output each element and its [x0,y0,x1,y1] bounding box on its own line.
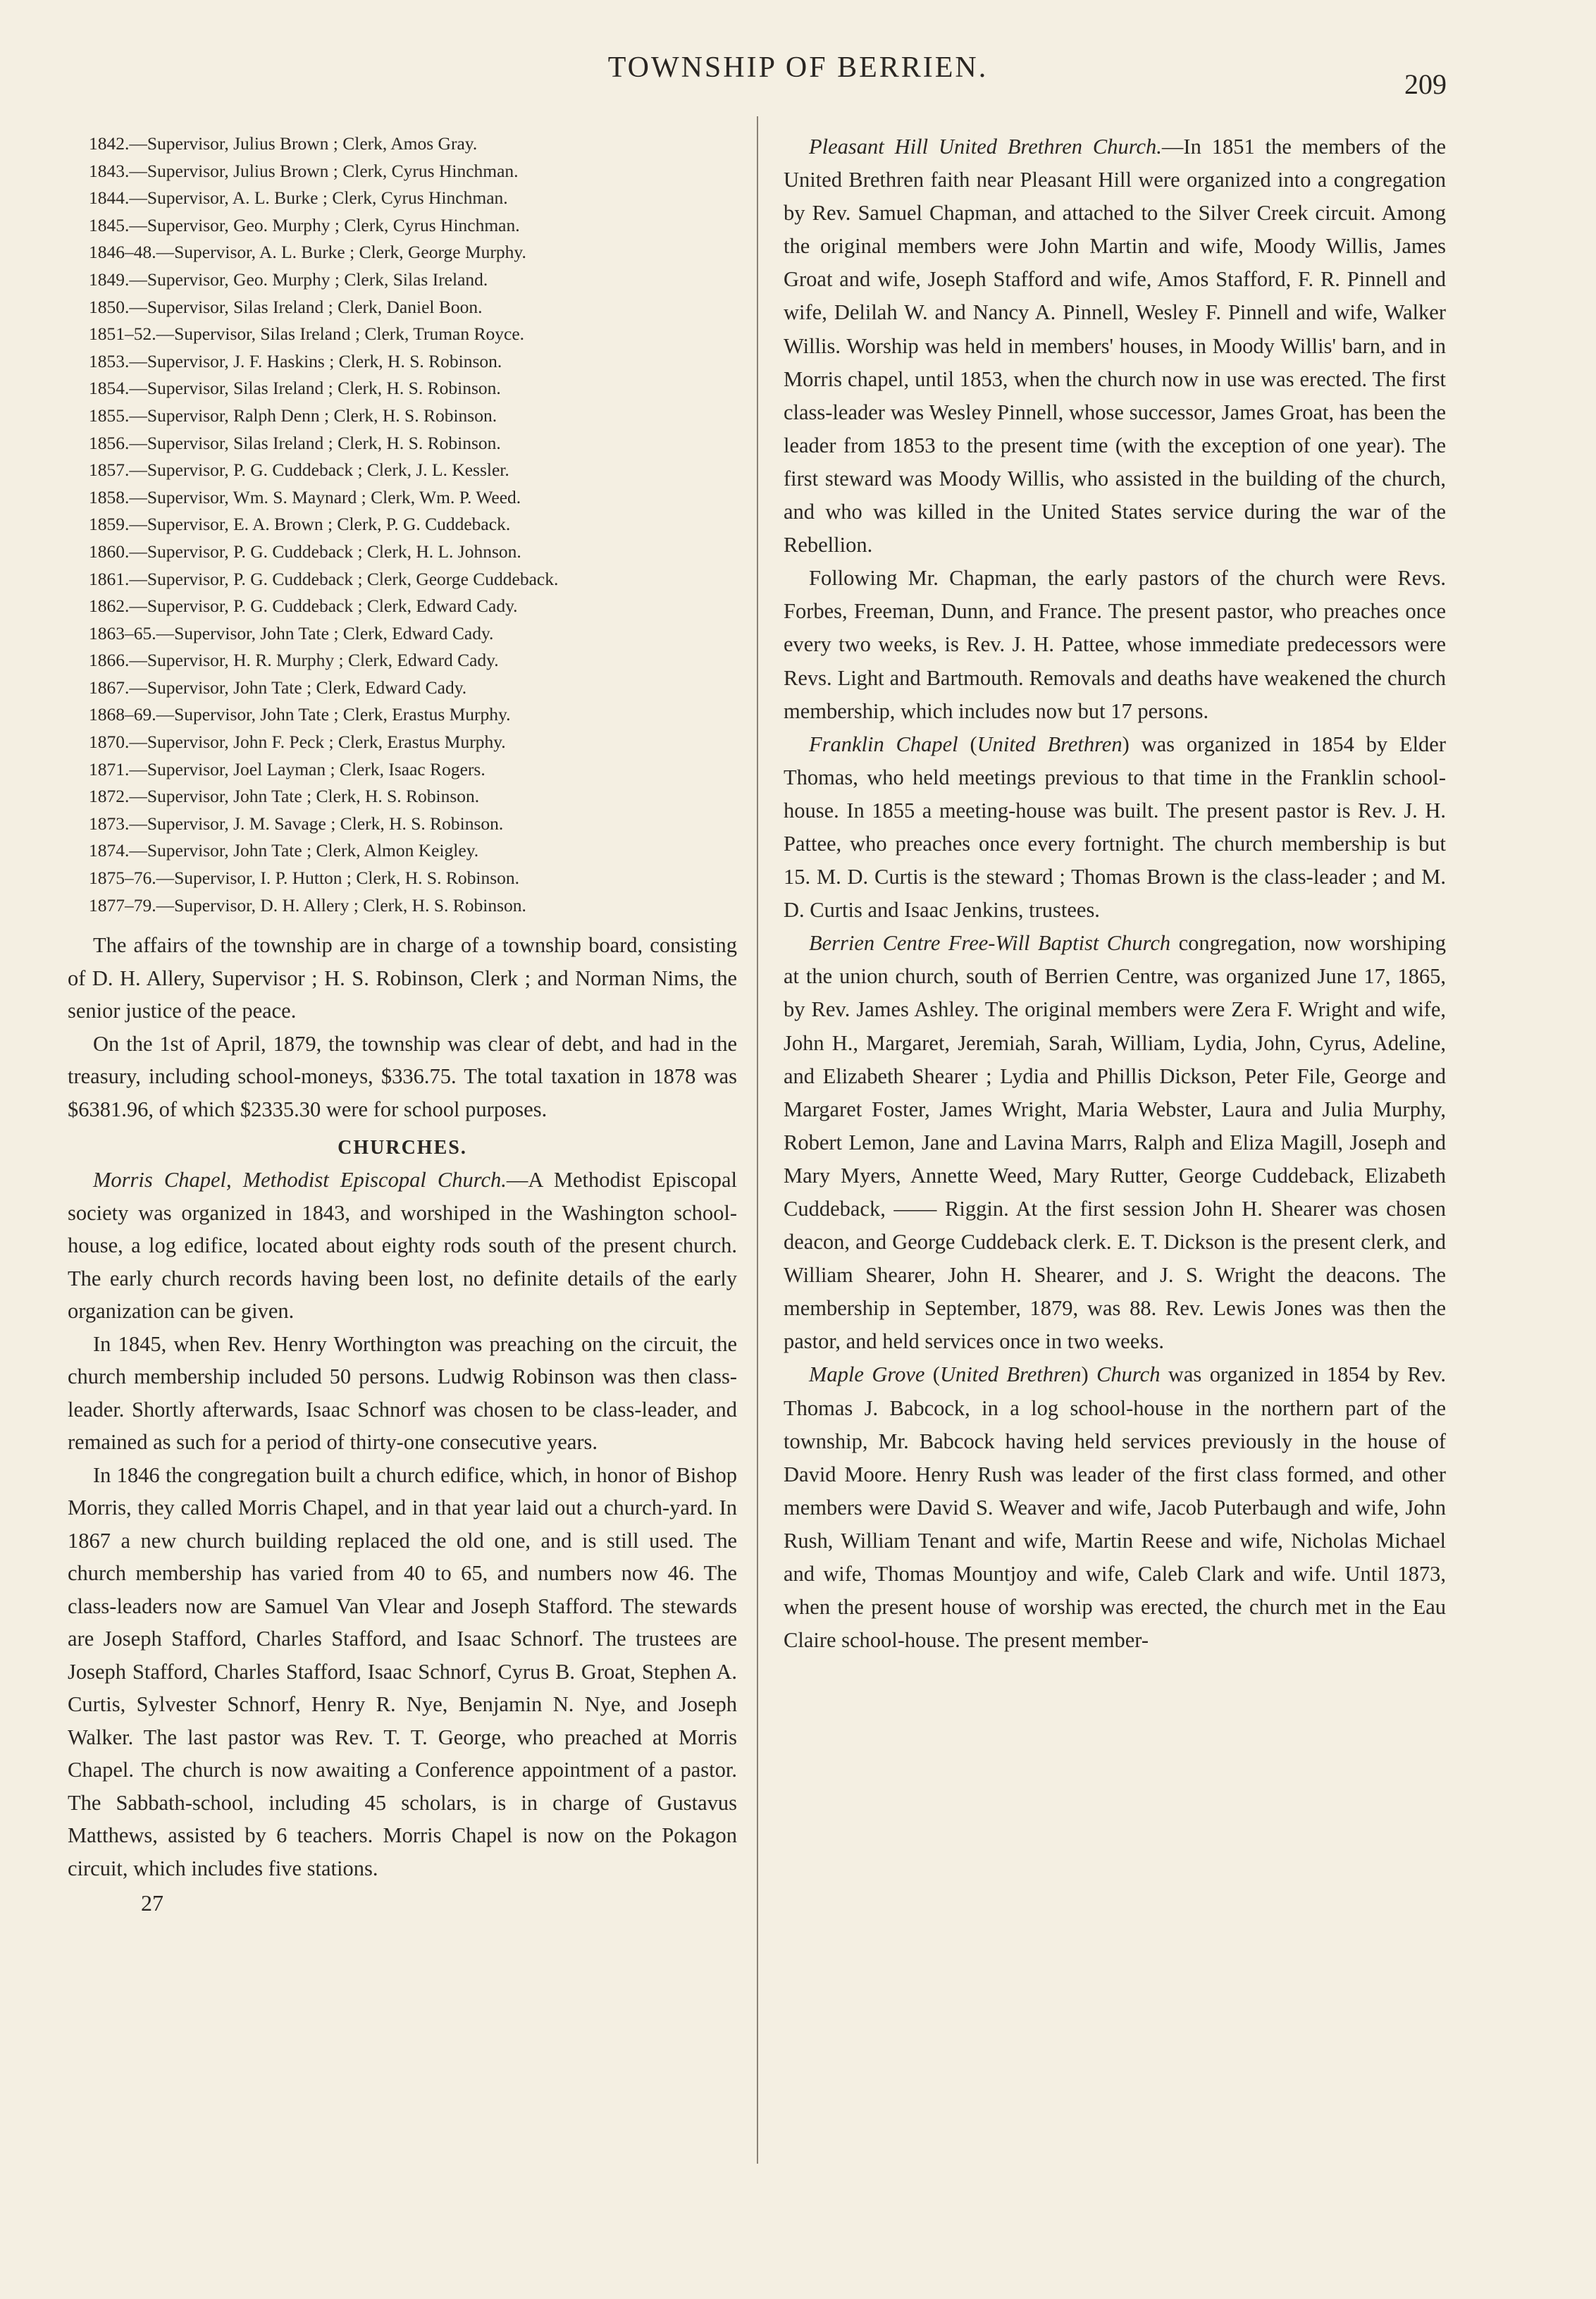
churches-heading: CHURCHES. [338,1137,467,1159]
page-number: 209 [1404,68,1447,100]
officer-entry: 1842.—Supervisor, Julius Brown ; Clerk, Amos Gray. [89,133,478,154]
morris-chapel-paragraph [68,1164,737,1328]
pleasant-hill-text: —In 1851 the members of the United Brethren faith near Pleasant Hill were organized into a congregation by Rev. Samuel Chapman, and attached to the Silver Creek circuit. Among the original members were John Martin and wife, Moody Willis, James Groat and wife, Joseph Stafford and wife, Amos Stafford, F. R. Pinnell and wife, Delilah W. and Nancy A. Pinnell, Wesley F. Pinnell and wife, Walker Willis. Worship was held in members' houses, in Moody Willis' barn, and in Morris chapel, until 1853, when the church now in use was erected. The first class-leader was Wesley Pinnell, whose successor, James Groat, has been the leader from 1853 to the present time (with the exception of one year). The first steward was Moody Willis, who assisted in the building of the church, and who was killed in the United States service during the war of the Rebellion. [784,135,1446,557]
pastors-paragraph: Following Mr. Chapman, the early pastors of the church were Revs. Forbes, Freeman, Dunn, and France. The present pastor, who preaches once every two weeks, is Rev. J. H. Pattee, whose immediate predecessors were Revs. Light and Bartmouth. Removals and deaths have weakened the church membership, which includes now but 17 persons. [784,566,1446,723]
franklin-chapel-text: was organized in 1854 by Elder Thomas, who held meetings previous to that time in the Franklin school-house. In 1855 a meeting-house was built. The present pastor is Rev. J. H. Pattee, who preaches once every fortnight. The church membership is but 15. M. D. Curtis is the steward ; Thomas Brown is the class-leader ; and M. D. Curtis and Isaac Jenkins, trustees. [784,732,1447,923]
officer-entry: 1851–52.—Supervisor, Silas Ireland ; Clerk, Truman Royce. [89,323,525,345]
officer-list [68,130,737,919]
officer-entry: 1856.—Supervisor, Silas Ireland ; Clerk, H. S. Robinson. [89,432,501,453]
maple-grove-title: Maple Grove [809,1362,925,1387]
officer-entry: 1849.—Supervisor, Geo. Murphy ; Clerk, Silas Ireland. [89,269,488,290]
pleasant-hill-paragraph [784,130,1446,562]
maple-grove-title-end: Church [1096,1362,1161,1387]
officer-entry: 1871.—Supervisor, Joel Layman ; Clerk, Isaac Rogers. [89,758,485,779]
officer-entry: 1863–65.—Supervisor, John Tate ; Clerk, Edward Cady. [89,622,494,643]
worthington-paragraph: In 1845, when Rev. Henry Worthington was preaching on the circuit, the church membership included 50 persons. Ludwig Robinson was then class-leader. Shortly afterwards, Isaac Schnorf was chosen to be class-leader, and remained as such for a period of thirty-one consecutive years. [68,1331,737,1455]
congregation-paragraph: In 1846 the congregation built a church edifice, which, in honor of Bishop Morris, they called Morris Chapel, and in that year laid out a church-yard. In 1867 a new church building replaced the old one, and is still used. The church membership has varied from 40 to 65, and numbers now 46. The class-leaders now are Samuel Van Vlear and Joseph Stafford. The stewards are Joseph Stafford, Charles Stafford, and Isaac Schnorf. The trustees are Joseph Stafford, Charles Stafford, Isaac Schnorf, Cyrus B. Groat, Stephen A. Curtis, Sylvester Schnorf, Henry R. Nye, Benjamin N. Nye, and Joseph Walker. The last pastor was Rev. T. T. George, who preached at Morris Chapel. The church is now awaiting a Conference appointment of a pastor. The Sabbath-school, including 45 scholars, is in charge of Gustavus Matthews, assisted by 6 teachers. Morris Chapel is now on the Pokagon circuit, which includes five stations. [68,1462,737,1880]
officer-entry: 1872.—Supervisor, John Tate ; Clerk, H. S. Robinson. [89,786,480,807]
right-column [784,130,1446,1657]
officer-entry: 1850.—Supervisor, Silas Ireland ; Clerk, Daniel Boon. [89,296,483,317]
officer-entry: 1859.—Supervisor, E. A. Brown ; Clerk, P. G. Cuddeback. [89,514,511,535]
officer-entry: 1855.—Supervisor, Ralph Denn ; Clerk, H. S. Robinson. [89,405,497,426]
berrien-centre-title: Berrien Centre Free-Will Baptist Church [809,931,1171,956]
officer-entry: 1867.—Supervisor, John Tate ; Clerk, Edward Cady. [89,677,467,698]
officer-entry: 1860.—Supervisor, P. G. Cuddeback ; Clerk, H. L. Johnson. [89,541,521,562]
column-rule [757,116,758,2164]
officer-entry: 1874.—Supervisor, John Tate ; Clerk, Almon Keigley. [89,840,479,861]
treasury-paragraph: On the 1st of April, 1879, the township was clear of debt, and had in the treasury, including school-moneys, $336.75. The total taxation in 1878 was $6381.96, of which $2335.30 were for school purposes. [68,1031,737,1121]
franklin-chapel-paragraph: Franklin Chapel (United Brethren) was organized in 1854 by Elder Thomas, who held meetings previous to that time in the Franklin school-house. In 1855 a meeting-house was built. The present pastor is Rev. J. H. Pattee, who preaches once every fortnight. The church membership is but 15. M. D. Curtis is the steward ; Thomas Brown is the class-leader ; and M. D. Curtis and Isaac Jenkins, trustees. [784,732,1447,923]
officer-entry: 1857.—Supervisor, P. G. Cuddeback ; Clerk, J. L. Kessler. [89,460,509,481]
left-column [68,130,737,1916]
morris-chapel-text: —A Methodist Episcopal society was organized in 1843, and worshiped in the Washington school-house, a log edifice, located about eighty rods south of the present church. The early church records having been lost, no definite details of the early organization can be given. [68,1168,737,1324]
maple-grove-denomination: United Brethren [939,1362,1082,1387]
officer-entry: 1853.—Supervisor, J. F. Haskins ; Clerk, H. S. Robinson. [89,350,502,371]
officer-entry: 1858.—Supervisor, Wm. S. Maynard ; Clerk, Wm. P. Weed. [89,486,521,507]
maple-grove-text: was organized in 1854 by Rev. Thomas J. Babcock, in a log school-house in the northern part of the township, Mr. Babcock having held services previously in the house of David Moore. Henry Rush was leader of the first class formed, and other members were David S. Weaver and wife, Jacob Puterbaugh and wife, John Rush, William Tenant and wife, Martin Reese and wife, Nicholas Michael and wife, Thomas Mountjoy and wife, Caleb Clark and wife. Until 1873, when the present house of worship was erected, the church met in the Eau Claire school-house. The present member- [784,1362,1446,1653]
officer-entry: 1873.—Supervisor, J. M. Savage ; Clerk, H. S. Robinson. [89,813,504,834]
township-board-paragraph: The affairs of the township are in charge of a township board, consisting of D. H. Allery, Supervisor ; H. S. Robinson, Clerk ; and Norman Nims, the senior justice of the peace. [68,933,737,1023]
berrien-centre-paragraph [784,927,1446,1358]
officer-entry: 1868–69.—Supervisor, John Tate ; Clerk, Erastus Murphy. [89,704,511,725]
officer-entry: 1854.—Supervisor, Silas Ireland ; Clerk, H. S. Robinson. [89,378,501,399]
signature-folio: 27 [141,1890,163,1916]
morris-chapel-title: Morris Chapel, Methodist Episcopal Church. [93,1168,507,1192]
officer-entry: 1877–79.—Supervisor, D. H. Allery ; Clerk, H. S. Robinson. [89,894,526,916]
officer-entry: 1862.—Supervisor, P. G. Cuddeback ; Clerk, Edward Cady. [89,596,518,617]
officer-entry: 1875–76.—Supervisor, I. P. Hutton ; Clerk, H. S. Robinson. [89,868,520,889]
officer-entry: 1845.—Supervisor, Geo. Murphy ; Clerk, Cyrus Hinchman. [89,214,520,235]
officer-entry: 1866.—Supervisor, H. R. Murphy ; Clerk, Edward Cady. [89,650,499,671]
berrien-centre-text: congregation, now worshiping at the union church, south of Berrien Centre, was organized June 17, 1865, by Rev. James Ashley. The original members were Zera F. Wright and wife, John H., Margaret, Jeremiah, Sarah, William, Lydia, John, Cyrus, Adeline, and Elizabeth Shearer ; Lydia and Phillis Dickson, Peter File, George and Margaret Foster, James Wright, Maria Webster, Laura and Julia Murphy, Robert Lemon, Jane and Lavina Marrs, Ralph and Eliza Magill, Joseph and Mary Myers, Annette Weed, Mary Rutter, George Cuddeback, Elizabeth Cuddeback, —— Riggin. At the first session John H. Shearer was chosen deacon, and George Cuddeback clerk. E. T. Dickson is the present clerk, and William Shearer, John H. Shearer, and J. S. Wright the deacons. The membership in September, 1879, was 88. Rev. Lewis Jones was then the pastor, and held services once in two weeks. [784,931,1446,1354]
officer-entry: 1846–48.—Supervisor, A. L. Burke ; Clerk, George Murphy. [89,242,526,263]
page-header-title: TOWNSHIP OF BERRIEN. [607,51,989,84]
officer-entry: 1844.—Supervisor, A. L. Burke ; Clerk, Cyrus Hinchman. [89,187,508,209]
officer-entry: 1843.—Supervisor, Julius Brown ; Clerk, Cyrus Hinchman. [89,160,519,181]
pleasant-hill-title: Pleasant Hill United Brethren Church. [809,135,1162,159]
officer-entry: 1861.—Supervisor, P. G. Cuddeback ; Clerk, George Cuddeback. [89,568,559,589]
maple-grove-paragraph: Maple Grove (United Brethren) Church was organized in 1854 by Rev. Thomas J. Babcock, in a log school-house in the northern part of the township, Mr. Babcock having held services previously in the house of David Moore. Henry Rush was leader of the first class formed, and other members were David S. Weaver and wife, Jacob Puterbaugh and wife, John Rush, William Tenant and wife, Martin Reese and wife, Nicholas Michael and wife, Thomas Mountjoy and wife, Caleb Clark and wife. Until 1873, when the present house of worship was erected, the church met in the Eau Claire school-house. The present member- [784,1362,1446,1653]
franklin-chapel-denomination: United Brethren [977,732,1122,756]
officer-entry: 1870.—Supervisor, John F. Peck ; Clerk, Erastus Murphy. [89,732,506,753]
franklin-chapel-title: Franklin Chapel [809,732,958,756]
